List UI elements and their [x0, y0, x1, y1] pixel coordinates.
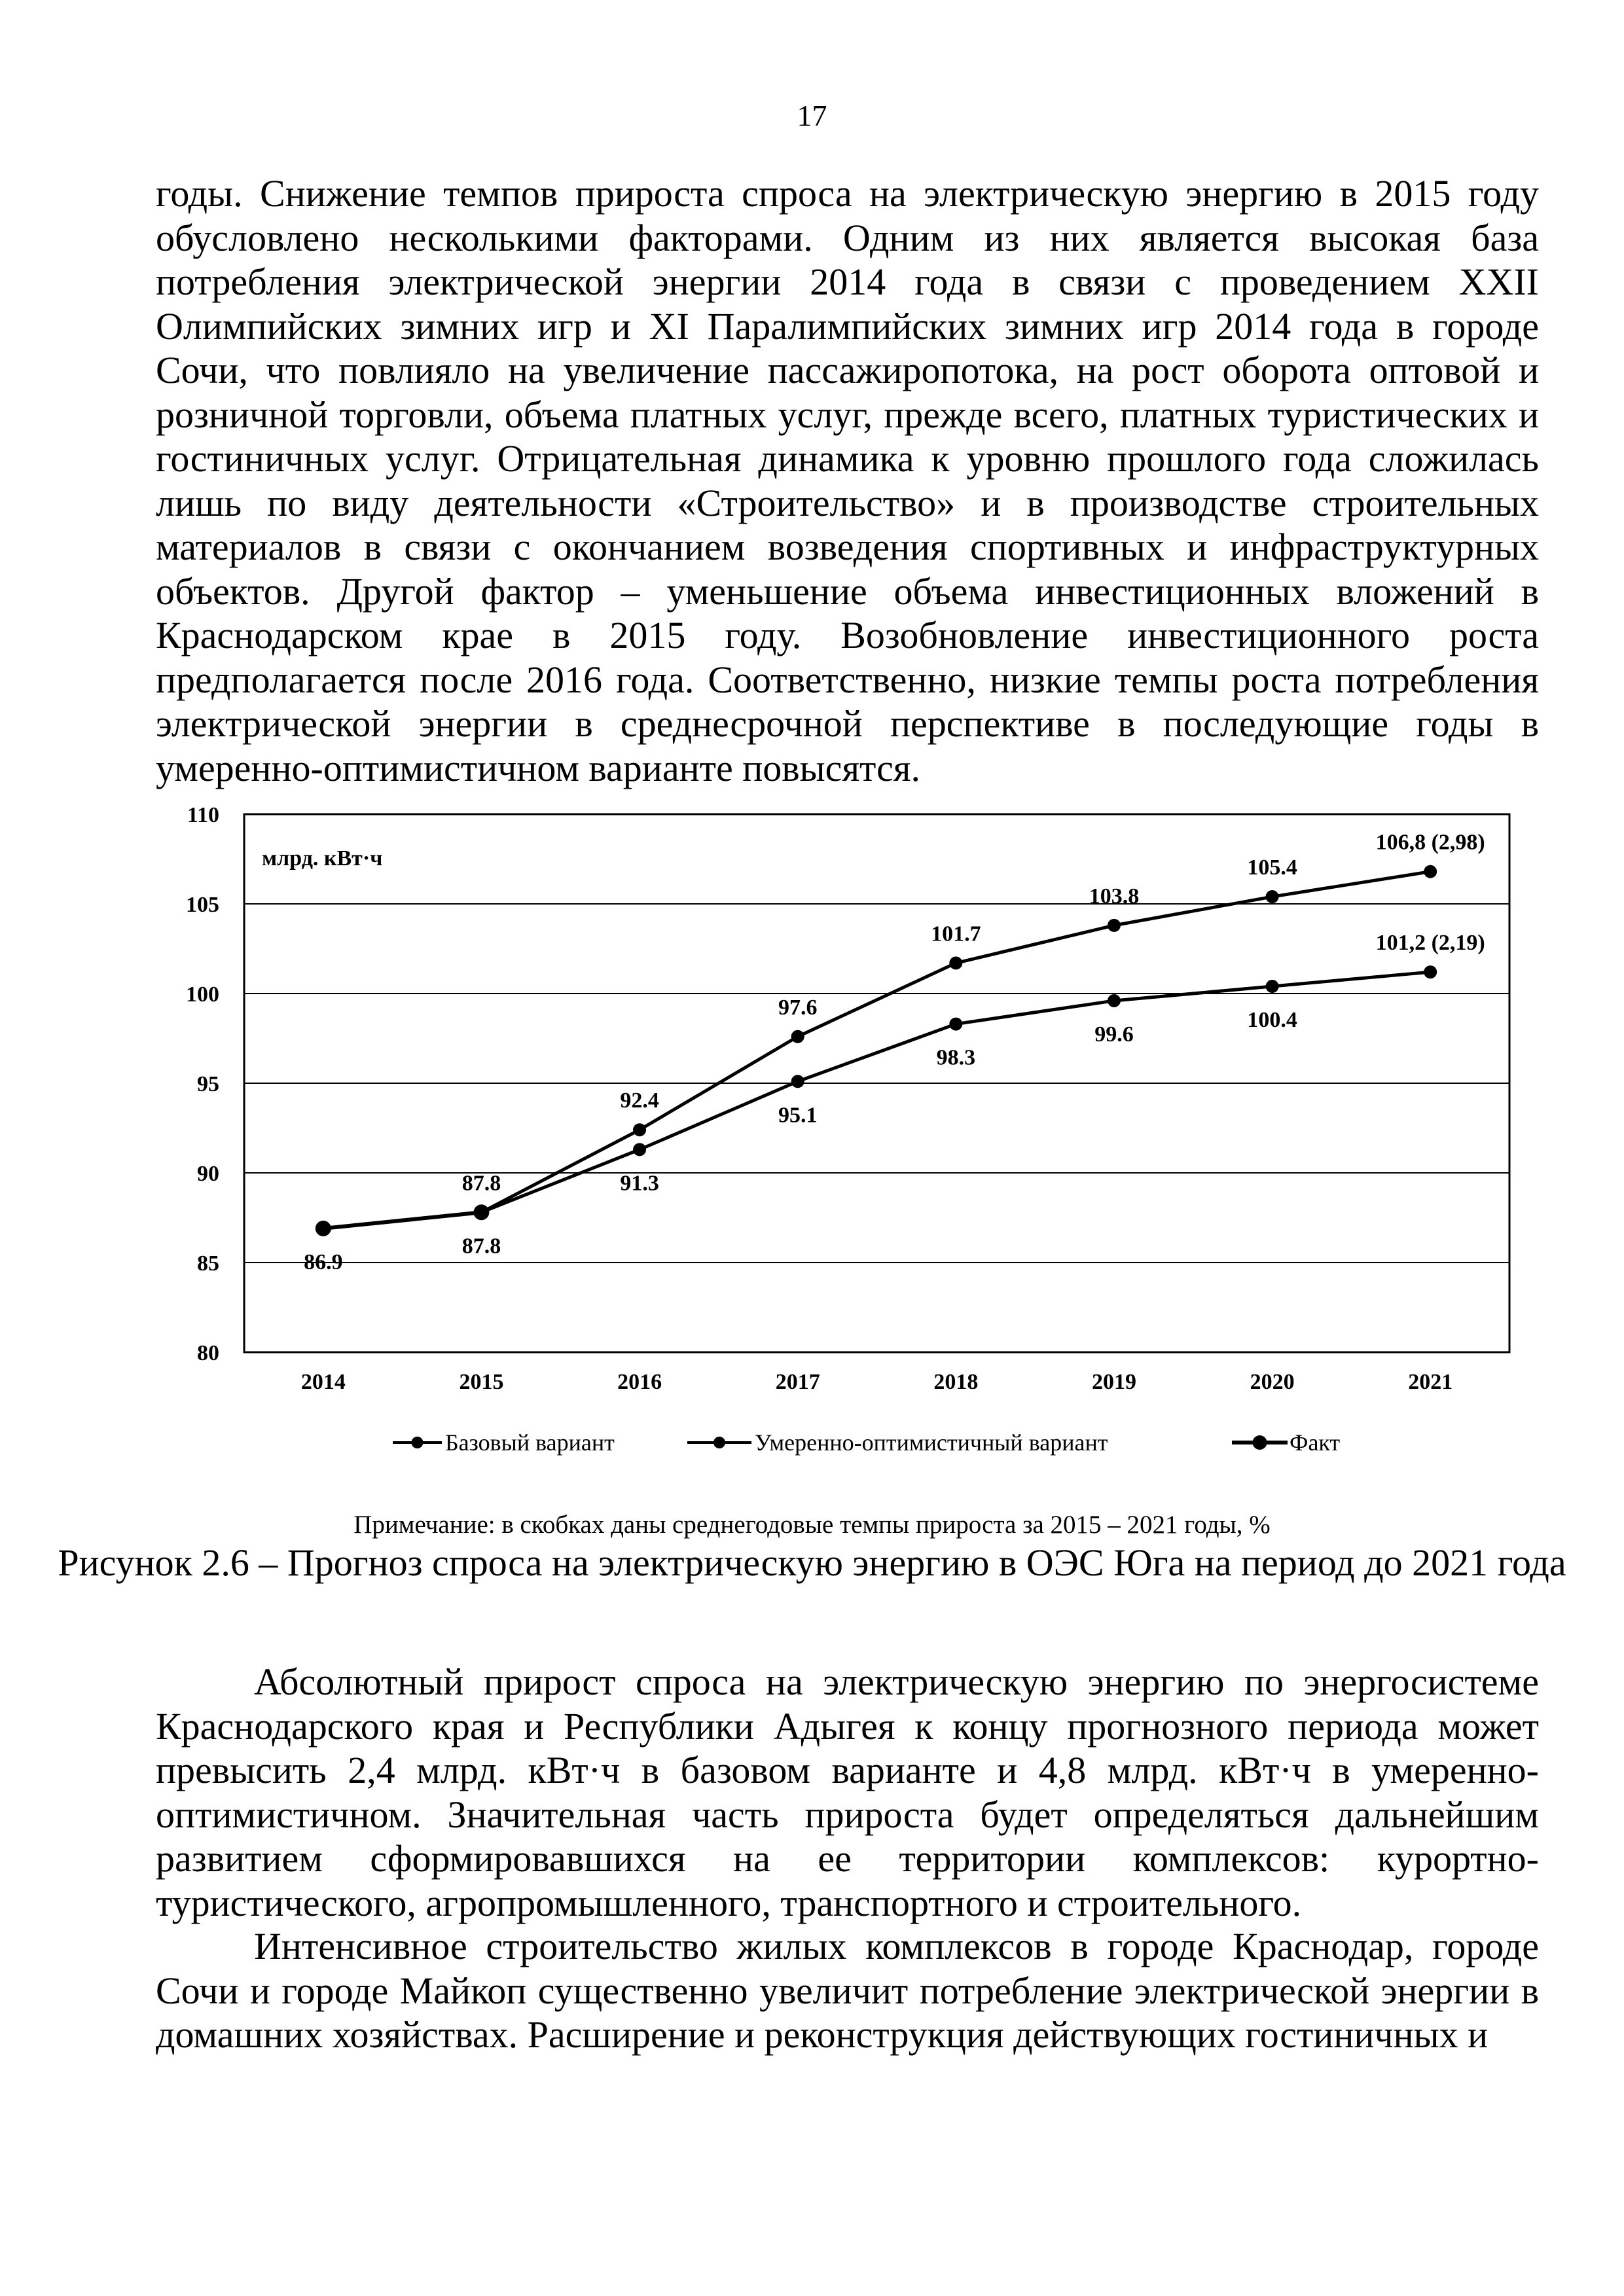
y-tick-label-105: 105 — [186, 893, 219, 917]
x-tick-label-2016: 2016 — [617, 1370, 662, 1394]
data-label-series-2-2019: 103.8 — [1089, 884, 1140, 908]
x-tick-label-2020: 2020 — [1250, 1370, 1295, 1394]
body-paragraph-3: Интенсивное строительство жилых комплексов в городе Краснодар, городе Сочи и городе Майкоп существенно увеличит потребление электрической энергии в домашних хозяйствах. Расширение и реконструкция действующих гостиничных и — [156, 1925, 1539, 2056]
y-tick-label-95: 95 — [197, 1072, 219, 1096]
series-3-point-2014 — [316, 1221, 331, 1236]
series-3-point-2015 — [473, 1204, 489, 1220]
x-tick-label-2021: 2021 — [1408, 1370, 1453, 1394]
series-1-point-2016 — [633, 1143, 646, 1156]
series-3-line — [323, 1212, 482, 1229]
data-label-series-1-2017: 95.1 — [778, 1103, 818, 1128]
series-2-point-2020 — [1266, 890, 1279, 903]
data-label-series-1-2018: 98.3 — [936, 1045, 976, 1070]
x-tick-label-2019: 2019 — [1091, 1370, 1136, 1394]
chart-note: Примечание: в скобках даны среднегодовые темпы прироста за 2015 – 2021 годы, % — [353, 1511, 1271, 1539]
legend-label-1: Базовый вариант — [445, 1429, 615, 1456]
data-label-series-2-2018: 101.7 — [931, 922, 981, 946]
series-2-point-2017 — [791, 1030, 804, 1043]
y-axis-unit-label: млрд. кВт·ч — [262, 846, 383, 870]
series-1-point-2018 — [949, 1018, 962, 1031]
series-2-point-2016 — [633, 1123, 646, 1136]
y-tick-label-100: 100 — [186, 982, 219, 1007]
data-label-series-2-2020: 105.4 — [1247, 855, 1297, 880]
data-label-series-1-2015: 87.8 — [461, 1234, 501, 1259]
data-label-series-2-2021: 106,8 (2,98) — [1375, 830, 1485, 855]
y-tick-label-80: 80 — [197, 1341, 219, 1365]
x-tick-label-2018: 2018 — [933, 1370, 979, 1394]
y-tick-label-85: 85 — [197, 1251, 219, 1276]
data-label-series-1-2021: 101,2 (2,19) — [1375, 931, 1485, 956]
data-label-series-3-2014: 86.9 — [304, 1249, 343, 1274]
series-1-point-2020 — [1266, 980, 1279, 993]
page-number: 17 — [797, 99, 827, 132]
legend-item-2 — [687, 1429, 1108, 1456]
data-label-series-1-2020: 100.4 — [1247, 1008, 1297, 1033]
legend-label-2: Умеренно-оптимистичный вариант — [755, 1429, 1108, 1456]
series-1-point-2017 — [791, 1075, 804, 1088]
legend-label-3: Факт — [1290, 1429, 1341, 1456]
series-2-point-2021 — [1424, 865, 1437, 878]
series-2-point-2019 — [1108, 919, 1121, 932]
series-2 — [475, 865, 1437, 1219]
chart-legend — [393, 1429, 1340, 1456]
demand-forecast-chart — [0, 785, 1624, 1571]
series-1-point-2021 — [1424, 965, 1437, 978]
series-2-point-2018 — [949, 956, 962, 969]
body-paragraph-1: годы. Снижение темпов прироста спроса на электрическую энергию в 2015 году обусловлено несколькими факторами. Одним из них является высокая база потребления электрической энергии 2014 года в связи с проведением XXII Олимпийских зимних игр и XI Паралимпийских зимних игр 2014 года в городе Сочи, что повлияло на увеличение пассажиропотока, на рост оборота оптовой и розничной торговли, объема платных услуг, прежде всего, платных туристических и гостиничных услуг. Отрицательная динамика к уровню прошлого года сложилась лишь по виду деятельности «Строительство» и в производстве строительных материалов в связи с окончанием возведения спортивных и инфраструктурных объектов. Другой фактор – уменьшение объема инвестиционных вложений в Краснодарском крае в 2015 году. Возобновление инвестиционного роста предполагается после 2016 года. Соответственно, низкие темпы роста потребления электрической энергии в среднесрочной перспективе в последующие годы в умеренно-оптимистичном варианте повысятся. — [156, 172, 1539, 789]
x-tick-label-2014: 2014 — [300, 1370, 346, 1394]
data-label-series-2-2015: 87.8 — [461, 1171, 501, 1196]
legend-item-3 — [1232, 1429, 1340, 1456]
y-axis-ticks — [186, 803, 219, 1365]
data-label-series-2-2016: 92.4 — [620, 1088, 659, 1113]
x-tick-label-2017: 2017 — [775, 1370, 820, 1394]
body-paragraph-2: Абсолютный прирост спроса на электрическую энергию по энергосистеме Краснодарского края и Республики Адыгея к концу прогнозного периода может превысить 2,4 млрд. кВт·ч в базовом варианте и 4,8 млрд. кВт·ч в умеренно-оптимистичном. Значительная часть прироста будет определяться дальнейшим развитием сформировавшихся на ее территории комплексов: курортно-туристического, агропромышленного, транспортного и строительного. — [156, 1660, 1539, 1924]
data-label-series-1-2019: 99.6 — [1094, 1022, 1134, 1047]
series-1-point-2019 — [1108, 994, 1121, 1007]
legend-marker-1 — [412, 1437, 424, 1448]
legend-marker-3 — [1253, 1435, 1267, 1450]
x-axis-ticks — [301, 1370, 1453, 1394]
y-tick-label-90: 90 — [197, 1162, 219, 1186]
data-label-series-2-2017: 97.6 — [778, 995, 818, 1020]
x-tick-label-2015: 2015 — [459, 1370, 504, 1394]
legend-item-1 — [393, 1429, 615, 1456]
series-1 — [475, 965, 1437, 1219]
chart-grid — [244, 904, 1509, 1263]
figure-caption: Рисунок 2.6 – Прогноз спроса на электрическую энергию в ОЭС Юга на период до 2021 года — [58, 1541, 1566, 1584]
data-label-series-1-2016: 91.3 — [620, 1171, 659, 1196]
series-3 — [316, 1204, 490, 1236]
y-tick-label-110: 110 — [187, 803, 219, 827]
legend-marker-2 — [713, 1437, 725, 1448]
